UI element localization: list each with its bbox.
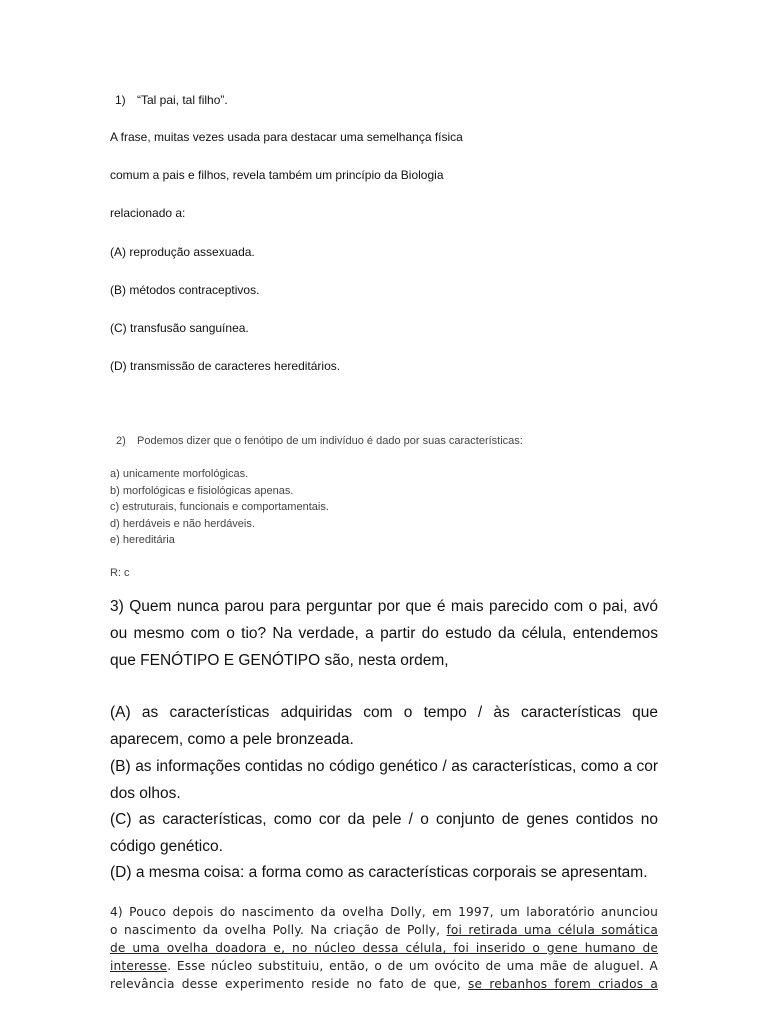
- q3-option-a-line-1: (A) as características adquiridas com o tempo / às características que: [110, 704, 658, 721]
- q2-option-e: e) hereditária: [110, 534, 175, 546]
- q1-title: “Tal pai, tal filho”.: [137, 93, 228, 107]
- q4-line-2-underlined: foi retirada uma célula somática: [446, 923, 658, 937]
- q3-option-c-line-2: código genético.: [110, 838, 223, 855]
- q1-number: 1): [115, 93, 126, 107]
- q2-option-c: c) estruturais, funcionais e comportamentais.: [110, 501, 329, 513]
- q2-stem: Podemos dizer que o fenótipo de um indivíduo é dado por suas características:: [137, 435, 523, 447]
- q4-line-5-text: relevância desse experimento reside no fato de que,: [110, 977, 469, 991]
- q2-option-d: d) herdáveis e não herdáveis.: [110, 518, 255, 530]
- q3-option-d: (D) a mesma coisa: a forma como as características corporais se apresentam.: [110, 864, 648, 881]
- q1-stem-line-3: relacionado a:: [110, 206, 186, 220]
- q3-option-c-line-1: (C) as características, como cor da pele / o conjunto de genes contidos no: [110, 811, 658, 828]
- q2-answer: R: c: [110, 567, 130, 579]
- q1-option-a: (A) reprodução assexuada.: [110, 245, 255, 259]
- q3-option-b-line-1: (B) as informações contidas no código genético / as características, como a cor: [110, 758, 658, 775]
- q4-line-1: 4) Pouco depois do nascimento da ovelha Dolly, em 1997, um laboratório anunciou: [110, 905, 658, 919]
- q3-stem-line-1: 3) Quem nunca parou para perguntar por que é mais parecido com o pai, avó: [110, 598, 658, 615]
- q1-option-b: (B) métodos contraceptivos.: [110, 283, 260, 297]
- q1-stem-line-1: A frase, muitas vezes usada para destacar uma semelhança física: [110, 130, 463, 144]
- q1-option-d: (D) transmissão de caracteres hereditários.: [110, 359, 341, 373]
- q2-option-a: a) unicamente morfológicas.: [110, 468, 249, 480]
- q4-line-5: [110, 977, 658, 991]
- q3-stem-line-2: ou mesmo com o tio? Na verdade, a partir do estudo da célula, entendemos: [110, 625, 658, 642]
- q3-option-a-line-2: aparecem, como a pele bronzeada.: [110, 731, 354, 748]
- q4-line-4: [110, 959, 658, 973]
- q4-line-2: [110, 923, 658, 937]
- q4-line-2-text: o nascimento da ovelha Polly. Na criação de Polly,: [110, 923, 447, 937]
- q3-stem-line-3: que FENÓTIPO E GENÓTIPO são, nesta ordem,: [110, 652, 449, 669]
- q4-line-3: [110, 941, 658, 955]
- q4-line-4-underlined: interesse: [110, 959, 168, 973]
- q2-number: 2): [116, 435, 126, 447]
- q1-option-c: (C) transfusão sanguínea.: [110, 321, 249, 335]
- q4-line-4-text: . Esse núcleo substituiu, então, o de um ovócito de uma mãe de aluguel. A: [167, 959, 658, 973]
- q2-option-b: b) morfológicas e fisiológicas apenas.: [110, 485, 294, 497]
- q4-line-3-underlined: de uma ovelha doadora e, no núcleo dessa célula, foi inserido o gene humano de: [110, 941, 658, 955]
- q3-option-b-line-2: dos olhos.: [110, 785, 181, 802]
- q4-line-5-underlined: se rebanhos forem criados a: [468, 977, 658, 991]
- q1-stem-line-2: comum a pais e filhos, revela também um princípio da Biologia: [110, 168, 444, 182]
